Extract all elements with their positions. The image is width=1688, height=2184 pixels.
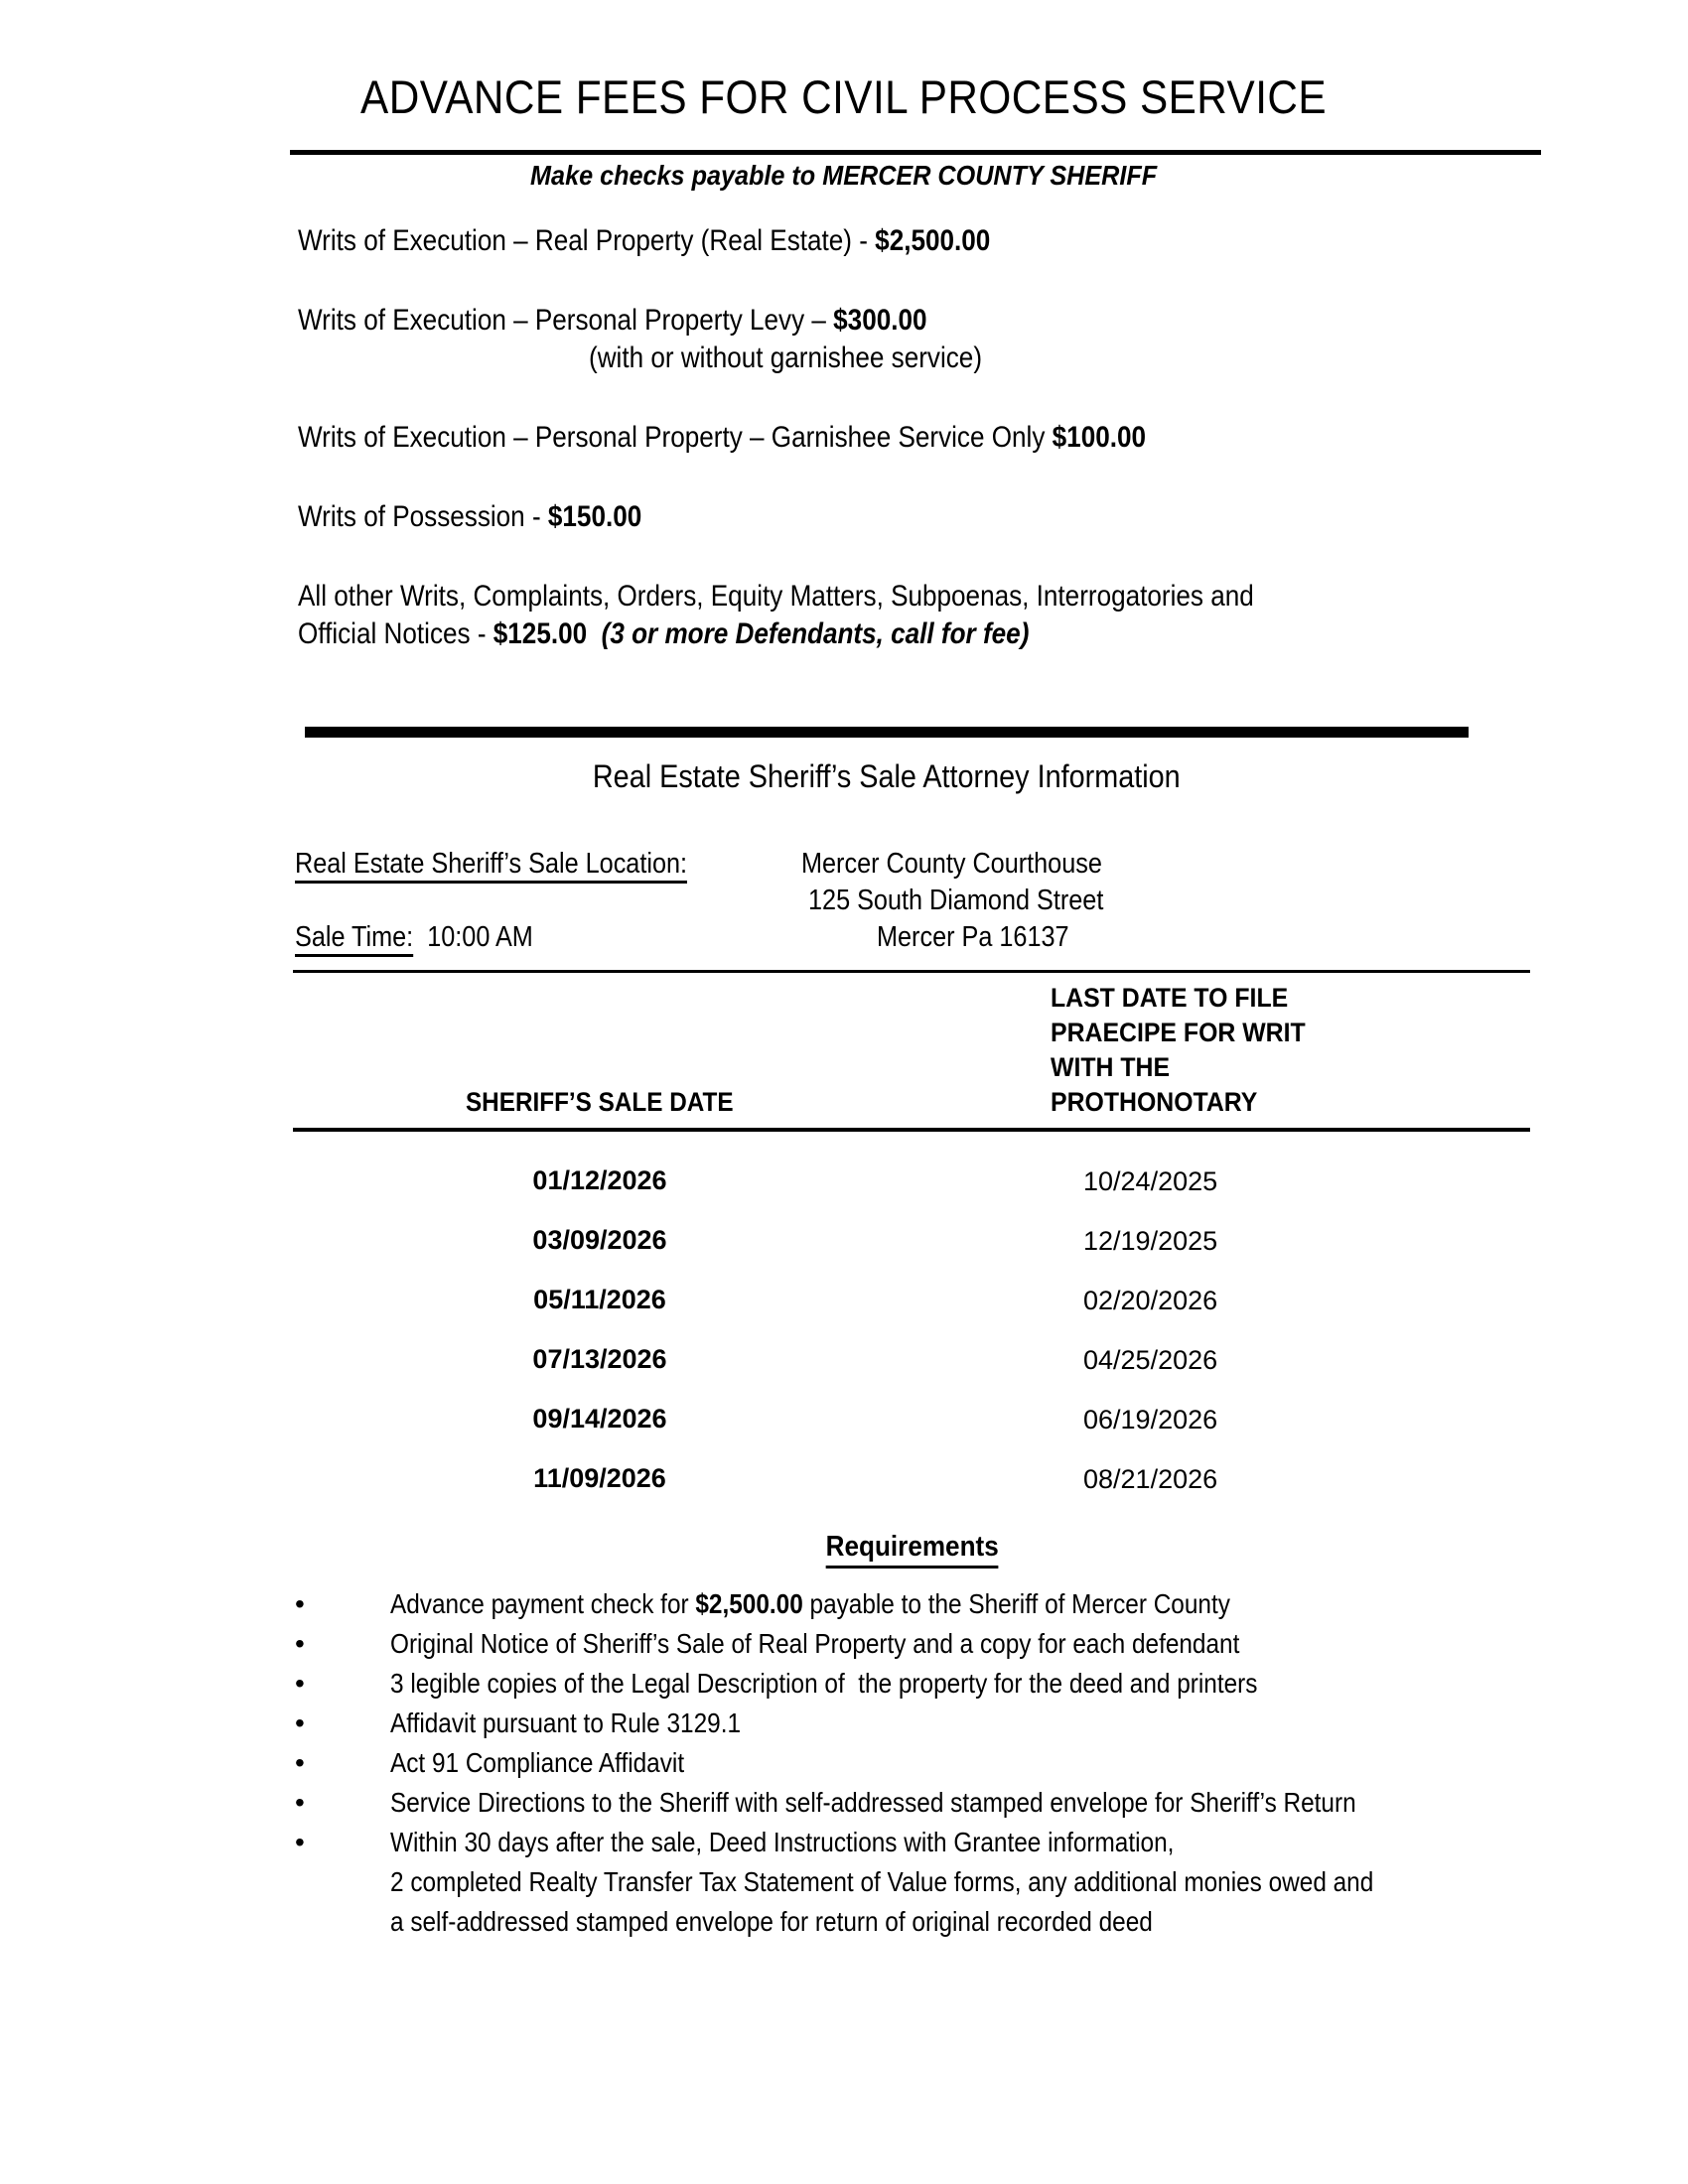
sale-address-row	[295, 883, 1148, 919]
document-title-text: ADVANCE FEES FOR CIVIL PROCESS SERVICE	[360, 70, 1328, 123]
requirement-text: Advance payment check for	[390, 1588, 696, 1619]
column-header-line: PRAECIPE FOR WRIT	[1051, 1018, 1306, 1047]
list-item-text: 2 completed Realty Transfer Tax Statement of Value forms, any additional monies owed and	[390, 1866, 1374, 1897]
sale-time-spacer	[413, 921, 427, 953]
fee-defendants-note: (3 or more Defendants, call for fee)	[601, 617, 1030, 650]
table-row	[293, 1197, 1530, 1257]
column-header-sale-date	[293, 972, 907, 1131]
document-title	[0, 69, 1688, 124]
sale-date-cell: 03/09/2026	[532, 1225, 667, 1255]
requirements-list	[295, 1584, 1530, 1942]
fee-spacer	[587, 617, 602, 650]
fee-amount: $150.00	[547, 500, 642, 533]
sale-date-cell: 05/11/2026	[533, 1285, 666, 1314]
fee-item-line	[298, 615, 1579, 653]
section-divider-bar	[305, 727, 1469, 738]
last-file-date-cell: 12/19/2025	[1083, 1225, 1218, 1256]
list-item	[295, 1704, 1530, 1743]
fee-item-line	[298, 222, 990, 260]
list-item-continuation	[390, 1902, 1530, 1942]
fee-item-writs-possession	[298, 498, 1579, 536]
bullet-icon: •	[295, 1707, 305, 1738]
fee-item-line	[298, 419, 1146, 457]
last-file-date-cell: 10/24/2025	[1083, 1165, 1218, 1196]
sale-location-line2	[801, 883, 1148, 919]
sale-section-title-text: Real Estate Sheriff’s Sale Attorney Information	[593, 758, 1181, 794]
list-item-text: Act 91 Compliance Affidavit	[390, 1747, 685, 1778]
fee-amount: $2,500.00	[875, 224, 991, 257]
fee-amount: $300.00	[833, 304, 927, 337]
list-item-text: Within 30 days after the sale, Deed Instructions with Grantee information,	[390, 1827, 1175, 1857]
table-row	[293, 1130, 1530, 1197]
sale-location-label-cell	[295, 846, 801, 883]
fee-text: Writs of Execution – Personal Property – Garnishee Service Only	[298, 421, 1053, 454]
fee-text: Writs of Execution – Personal Property Levy –	[298, 304, 834, 337]
document-subtitle-text: Make checks payable to MERCER COUNTY SHERIFF	[530, 160, 1158, 191]
fee-text-line1: All other Writs, Complaints, Orders, Equity Matters, Subpoenas, Interrogatories and	[298, 580, 1254, 613]
city-state-zip: Mercer Pa 16137	[877, 921, 1069, 953]
list-item-text: Service Directions to the Sheriff with self-addressed stamped envelope for Sheriff’s Return	[390, 1787, 1356, 1818]
sale-time-value: 10:00 AM	[427, 921, 533, 953]
requirements-heading-text: Requirements	[826, 1531, 999, 1569]
sale-time-wrap	[295, 919, 533, 956]
fee-item-line	[298, 302, 1579, 340]
sale-time-cell	[295, 919, 801, 956]
fee-item-line-text	[298, 615, 1029, 653]
table-header-row	[293, 972, 1530, 1131]
bullet-icon: •	[295, 1668, 305, 1699]
bullet-icon: •	[295, 1628, 305, 1659]
requirements-heading	[295, 1531, 1530, 1569]
bullet-icon: •	[295, 1827, 305, 1857]
list-item	[295, 1743, 1530, 1783]
fee-item-line	[298, 578, 1579, 615]
courthouse-name: Mercer County Courthouse	[801, 848, 1102, 880]
fee-item-line	[298, 498, 641, 536]
sale-date-cell: 01/12/2026	[532, 1165, 667, 1195]
fee-item-writs-execution-personal-property-levy	[298, 302, 1579, 377]
bullet-icon: •	[295, 1787, 305, 1818]
sale-section-title	[305, 756, 1469, 796]
list-item	[295, 1624, 1530, 1664]
table-row	[293, 1257, 1530, 1316]
column-header-line: WITH THE	[1051, 1052, 1171, 1082]
list-item	[295, 1823, 1530, 1862]
street-address: 125 South Diamond Street	[808, 885, 1104, 916]
fee-item-writs-execution-real-property	[298, 222, 1579, 260]
list-item-continuation	[390, 1862, 1530, 1902]
last-file-date-cell: 02/20/2026	[1083, 1285, 1218, 1315]
fee-item-line-text	[298, 302, 927, 340]
last-file-date-cell: 04/25/2026	[1083, 1344, 1218, 1375]
fee-text-line2: Official Notices -	[298, 617, 493, 650]
sale-location-label: Real Estate Sheriff’s Sale Location:	[295, 848, 687, 884]
requirements-section	[295, 1531, 1530, 1942]
requirement-amount: $2,500.00	[695, 1588, 803, 1619]
fee-note-text: (with or without garnishee service)	[589, 341, 983, 374]
column-header-line: PROTHONOTARY	[1051, 1087, 1258, 1117]
column-header-last-file-date	[907, 972, 1530, 1131]
bullet-icon: •	[295, 1747, 305, 1778]
sale-location-label-wrap	[295, 846, 687, 883]
table-row	[293, 1376, 1530, 1435]
sale-location-line3	[801, 919, 1148, 956]
sale-date-cell: 07/13/2026	[532, 1344, 667, 1374]
sale-date-cell: 11/09/2026	[533, 1463, 666, 1493]
sale-time-row	[295, 919, 1148, 956]
empty-cell	[295, 883, 801, 919]
list-item	[295, 1783, 1530, 1823]
sheriff-sale-dates-table	[293, 970, 1530, 1495]
fee-amount: $100.00	[1052, 421, 1147, 454]
title-underline-rule	[290, 150, 1541, 155]
column-header-line: LAST DATE TO FILE	[1051, 983, 1289, 1013]
list-item	[295, 1664, 1530, 1704]
list-item-text	[390, 1584, 1230, 1624]
table-row	[293, 1435, 1530, 1495]
sale-location-row	[295, 846, 1148, 883]
list-item-text: Affidavit pursuant to Rule 3129.1	[390, 1707, 742, 1738]
bullet-icon: •	[295, 1588, 305, 1619]
table-row	[293, 1316, 1530, 1376]
last-file-date-cell: 06/19/2026	[1083, 1404, 1218, 1434]
fee-text: Writs of Execution – Real Property (Real Estate) -	[298, 224, 876, 257]
column-header-sale-date-text: SHERIFF’S SALE DATE	[466, 1087, 734, 1117]
list-item-text: a self-addressed stamped envelope for return of original recorded deed	[390, 1906, 1153, 1937]
sale-location-info	[295, 846, 1148, 956]
last-file-date-cell: 08/21/2026	[1083, 1463, 1218, 1494]
document-subtitle	[0, 160, 1688, 192]
requirement-text: payable to the Sheriff of Mercer County	[802, 1588, 1230, 1619]
sale-location-line1	[801, 846, 1148, 883]
fee-text: Writs of Possession -	[298, 500, 548, 533]
list-item-text: 3 legible copies of the Legal Description of the property for the deed and printers	[390, 1668, 1258, 1699]
fee-list	[298, 222, 1579, 695]
fee-note	[589, 340, 1579, 377]
list-item-text: Original Notice of Sheriff’s Sale of Real Property and a copy for each defendant	[390, 1628, 1240, 1659]
fee-item-all-other-writs	[298, 578, 1579, 653]
sale-date-cell: 09/14/2026	[532, 1404, 667, 1433]
fee-item-writs-execution-garnishee-only	[298, 419, 1579, 457]
list-item	[295, 1584, 1530, 1624]
sale-time-label: Sale Time:	[295, 921, 413, 957]
fee-amount: $125.00	[492, 617, 588, 650]
